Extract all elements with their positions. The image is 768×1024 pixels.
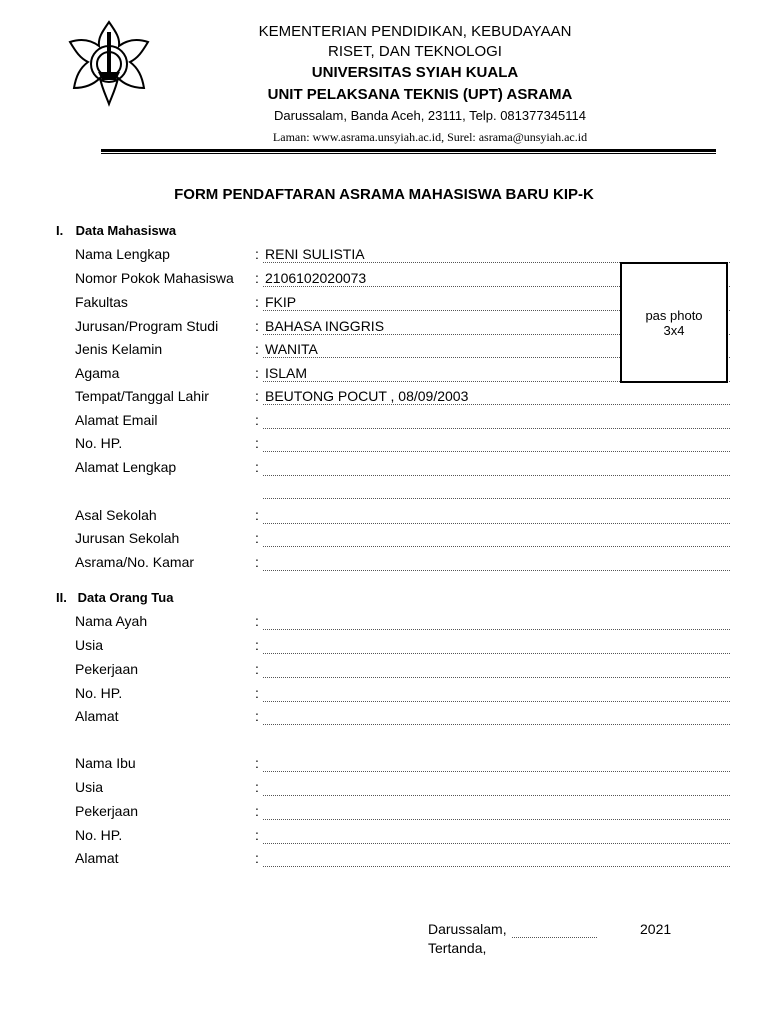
colon: :: [255, 827, 259, 843]
colon: :: [255, 613, 259, 629]
email-fill-line[interactable]: [263, 428, 730, 429]
colon: :: [255, 708, 259, 724]
no-hp-fill-line[interactable]: [263, 451, 730, 452]
label-email: Alamat Email: [75, 412, 158, 428]
label-no-hp-ibu: No. HP.: [75, 827, 123, 843]
value-jenis-kelamin[interactable]: WANITA: [265, 341, 318, 357]
colon: :: [255, 530, 259, 546]
colon: :: [255, 318, 259, 334]
alamat-fill-line-2[interactable]: [263, 498, 730, 499]
colon: :: [255, 459, 259, 475]
value-fakultas[interactable]: FKIP: [265, 294, 297, 310]
label-jurusan: Jurusan/Program Studi: [75, 318, 219, 334]
alamat-fill-line-1[interactable]: [263, 475, 730, 476]
label-pekerjaan-ayah: Pekerjaan: [75, 661, 139, 677]
label-no-hp-ayah: No. HP.: [75, 685, 123, 701]
value-npm[interactable]: 2106102020073: [265, 270, 367, 286]
usia-ibu-fill-line[interactable]: [263, 795, 730, 796]
label-jenis-kelamin: Jenis Kelamin: [75, 341, 163, 357]
colon: :: [255, 294, 259, 310]
label-no-hp: No. HP.: [75, 435, 123, 451]
colon: :: [255, 507, 259, 523]
address-line: Darussalam, Banda Aceh, 23111, Telp. 081377345114: [274, 108, 586, 123]
label-usia-ayah: Usia: [75, 637, 104, 653]
value-nama-lengkap[interactable]: RENI SULISTIA: [265, 246, 365, 262]
colon: :: [255, 755, 259, 771]
ministry-line-2: RISET, DAN TEKNOLOGI: [328, 43, 502, 60]
label-nama-lengkap: Nama Lengkap: [75, 246, 170, 262]
label-nama-ayah: Nama Ayah: [75, 613, 148, 629]
label-alamat-lengkap: Alamat Lengkap: [75, 459, 177, 475]
pekerjaan-ayah-fill-line[interactable]: [263, 677, 730, 678]
section-2-number: II.: [56, 590, 67, 605]
colon: :: [255, 779, 259, 795]
label-alamat-ibu: Alamat: [75, 850, 119, 866]
university-name: UNIVERSITAS SYIAH KUALA: [311, 64, 519, 81]
usia-ayah-fill-line[interactable]: [263, 653, 730, 654]
colon: :: [255, 341, 259, 357]
label-agama: Agama: [75, 365, 120, 381]
section-2-heading: [56, 590, 173, 605]
colon: :: [255, 850, 259, 866]
colon: :: [255, 685, 259, 701]
label-usia-ibu: Usia: [75, 779, 104, 795]
nama-ibu-fill-line[interactable]: [263, 771, 730, 772]
label-ttl: Tempat/Tanggal Lahir: [75, 388, 209, 404]
section-2-title: Data Orang Tua: [77, 590, 174, 605]
pekerjaan-ibu-fill-line[interactable]: [263, 819, 730, 820]
no-hp-ibu-fill-line[interactable]: [263, 843, 730, 844]
no-hp-ayah-fill-line[interactable]: [263, 701, 730, 702]
value-ttl[interactable]: BEUTONG POCUT , 08/09/2003: [265, 388, 469, 404]
colon: :: [255, 435, 259, 451]
section-1-heading: [56, 223, 176, 238]
signature-signed: Tertanda,: [428, 940, 487, 956]
colon: :: [255, 365, 259, 381]
website-email-line: Laman: www.asrama.unsyiah.ac.id, Surel: asrama@unsyiah.ac.id: [272, 130, 588, 144]
university-logo-icon: [64, 18, 154, 108]
label-npm: Nomor Pokok Mahasiswa: [75, 270, 234, 286]
alamat-ibu-fill-line[interactable]: [263, 866, 730, 867]
asal-sekolah-fill-line[interactable]: [263, 523, 730, 524]
photo-label-line-1: pas photo: [645, 307, 703, 323]
label-pekerjaan-ibu: Pekerjaan: [75, 803, 139, 819]
colon: :: [255, 637, 259, 653]
unit-name: UNIT PELAKSANA TEKNIS (UPT) ASRAMA: [267, 86, 573, 103]
header-rule-thin: [101, 153, 716, 154]
value-jurusan[interactable]: BAHASA INGGRIS: [265, 318, 385, 334]
label-jurusan-sekolah: Jurusan Sekolah: [75, 530, 180, 546]
section-1-number: I.: [56, 223, 64, 238]
asrama-fill-line[interactable]: [263, 570, 730, 571]
colon: :: [255, 803, 259, 819]
alamat-ayah-fill-line[interactable]: [263, 724, 730, 725]
fill-line: [263, 404, 730, 405]
colon: :: [255, 246, 259, 262]
signature-place: Darussalam,: [428, 921, 507, 937]
form-title: FORM PENDAFTARAN ASRAMA MAHASISWA BARU KIP-K: [174, 186, 594, 203]
ministry-line-1: KEMENTERIAN PENDIDIKAN, KEBUDAYAAN: [258, 23, 572, 40]
label-asal-sekolah: Asal Sekolah: [75, 507, 157, 523]
jurusan-sekolah-fill-line[interactable]: [263, 546, 730, 547]
section-1-title: Data Mahasiswa: [75, 223, 177, 238]
photo-label-line-2: 3x4: [663, 322, 685, 338]
photo-placeholder[interactable]: [620, 262, 728, 383]
label-asrama: Asrama/No. Kamar: [75, 554, 195, 570]
colon: :: [255, 270, 259, 286]
signature-date-fill-line[interactable]: [512, 937, 597, 938]
colon: :: [255, 388, 259, 404]
label-alamat-ayah: Alamat: [75, 708, 119, 724]
colon: :: [255, 661, 259, 677]
colon: :: [255, 554, 259, 570]
colon: :: [255, 412, 259, 428]
label-nama-ibu: Nama Ibu: [75, 755, 136, 771]
header-rule-thick: [101, 149, 716, 152]
signature-year: 2021: [640, 921, 672, 937]
value-agama[interactable]: ISLAM: [265, 365, 308, 381]
nama-ayah-fill-line[interactable]: [263, 629, 730, 630]
label-fakultas: Fakultas: [75, 294, 128, 310]
